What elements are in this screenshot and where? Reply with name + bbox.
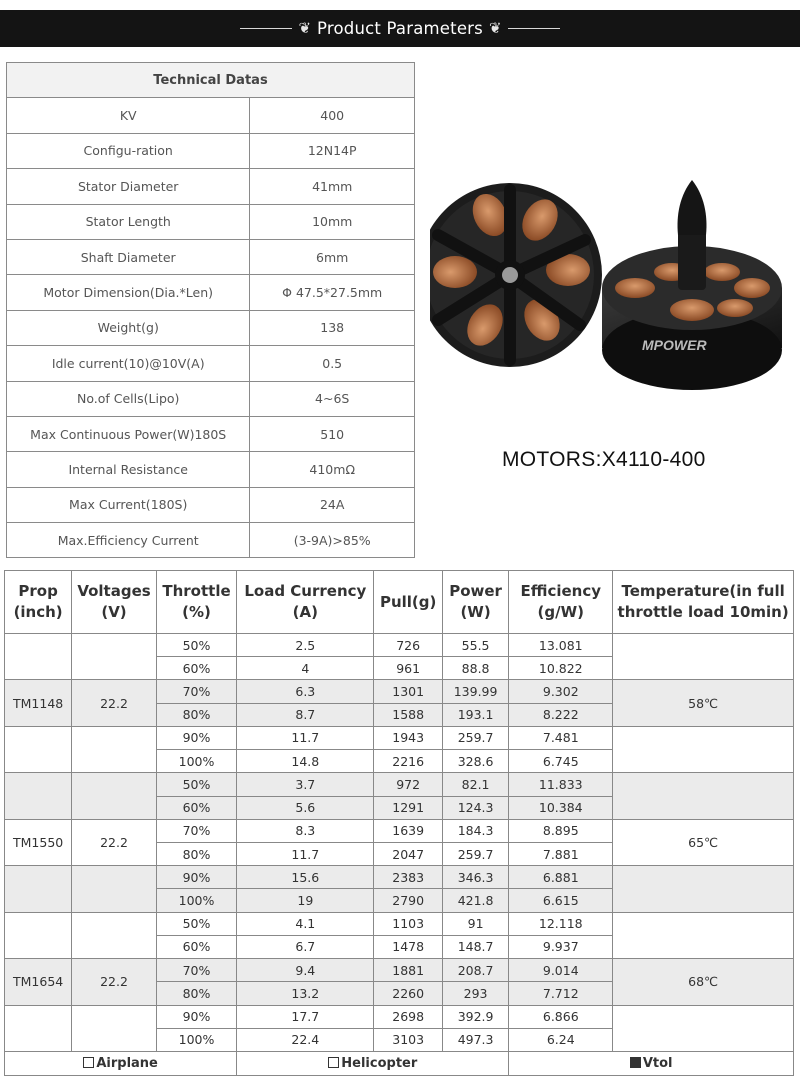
spec-label: Stator Diameter <box>7 169 250 204</box>
pull-cell: 1478 <box>374 935 442 958</box>
application-option <box>5 1051 237 1075</box>
pull-cell: 961 <box>374 657 442 680</box>
efficiency-cell: 6.24 <box>509 1028 613 1051</box>
pull-cell: 3103 <box>374 1028 442 1051</box>
pull-cell: 2260 <box>374 982 442 1005</box>
power-cell: 124.3 <box>442 796 508 819</box>
current-cell: 15.6 <box>237 866 374 889</box>
power-cell: 193.1 <box>442 703 508 726</box>
pull-cell: 1103 <box>374 912 442 935</box>
spec-row <box>7 523 415 558</box>
spec-value: 510 <box>250 416 415 451</box>
spec-row <box>7 487 415 522</box>
power-cell: 88.8 <box>442 657 508 680</box>
empty-cell <box>5 1005 72 1051</box>
spec-row <box>7 133 415 168</box>
pull-cell: 1588 <box>374 703 442 726</box>
checkbox-icon <box>328 1057 339 1068</box>
table-row <box>5 680 794 703</box>
efficiency-cell: 7.881 <box>509 842 613 865</box>
power-cell: 328.6 <box>442 750 508 773</box>
empty-cell <box>5 726 72 772</box>
spec-label: Weight(g) <box>7 310 250 345</box>
current-cell: 17.7 <box>237 1005 374 1028</box>
spec-value: (3-9A)>85% <box>250 523 415 558</box>
prop-cell: TM1148 <box>5 680 72 726</box>
motor-bottom-view <box>430 183 602 367</box>
pull-cell: 1639 <box>374 819 442 842</box>
power-cell: 82.1 <box>442 773 508 796</box>
motor-side-view <box>602 180 782 390</box>
pull-cell: 1301 <box>374 680 442 703</box>
empty-cell <box>72 912 157 958</box>
power-cell: 346.3 <box>442 866 508 889</box>
spec-label: Configu-ration <box>7 133 250 168</box>
efficiency-cell: 10.822 <box>509 657 613 680</box>
spec-row <box>7 98 415 133</box>
throttle-cell: 60% <box>156 657 236 680</box>
table-row <box>5 866 794 889</box>
throttle-cell: 60% <box>156 796 236 819</box>
empty-cell <box>72 1005 157 1051</box>
power-cell: 259.7 <box>442 842 508 865</box>
column-header: Prop (inch) <box>5 571 72 634</box>
efficiency-cell: 9.937 <box>509 935 613 958</box>
spec-value: 10mm <box>250 204 415 239</box>
spec-value: 400 <box>250 98 415 133</box>
spec-label: Idle current(10)@10V(A) <box>7 346 250 381</box>
throttle-cell: 90% <box>156 866 236 889</box>
technical-data-table <box>6 62 415 558</box>
temperature-cell: 65℃ <box>613 819 794 865</box>
throttle-cell: 90% <box>156 726 236 749</box>
empty-cell <box>5 912 72 958</box>
spec-label: No.of Cells(Lipo) <box>7 381 250 416</box>
throttle-cell: 50% <box>156 773 236 796</box>
throttle-cell: 50% <box>156 912 236 935</box>
current-cell: 22.4 <box>237 1028 374 1051</box>
empty-cell <box>72 866 157 912</box>
spec-value: Φ 47.5*27.5mm <box>250 275 415 310</box>
throttle-cell: 70% <box>156 680 236 703</box>
column-header: Throttle (%) <box>156 571 236 634</box>
spec-value: 0.5 <box>250 346 415 381</box>
banner-title: Product Parameters <box>317 19 483 38</box>
current-cell: 14.8 <box>237 750 374 773</box>
power-cell: 208.7 <box>442 959 508 982</box>
spec-value: 41mm <box>250 169 415 204</box>
spec-value: 138 <box>250 310 415 345</box>
throttle-cell: 70% <box>156 819 236 842</box>
current-cell: 11.7 <box>237 842 374 865</box>
power-cell: 91 <box>442 912 508 935</box>
motor-logo: MPOWER <box>642 337 707 353</box>
empty-cell <box>613 912 794 958</box>
empty-cell <box>613 1005 794 1051</box>
pull-cell: 2698 <box>374 1005 442 1028</box>
pull-cell: 1291 <box>374 796 442 819</box>
spec-label: Internal Resistance <box>7 452 250 487</box>
performance-table <box>4 570 794 1076</box>
pull-cell: 2216 <box>374 750 442 773</box>
efficiency-cell: 11.833 <box>509 773 613 796</box>
pull-cell: 1881 <box>374 959 442 982</box>
application-option <box>509 1051 794 1075</box>
throttle-cell: 100% <box>156 889 236 912</box>
efficiency-cell: 6.745 <box>509 750 613 773</box>
throttle-cell: 100% <box>156 750 236 773</box>
current-cell: 8.7 <box>237 703 374 726</box>
spec-label: Motor Dimension(Dia.*Len) <box>7 275 250 310</box>
column-header: Power (W) <box>442 571 508 634</box>
current-cell: 2.5 <box>237 634 374 657</box>
table-row <box>5 1005 794 1028</box>
spec-row <box>7 239 415 274</box>
table-row <box>5 819 794 842</box>
current-cell: 6.3 <box>237 680 374 703</box>
current-cell: 4 <box>237 657 374 680</box>
power-cell: 293 <box>442 982 508 1005</box>
column-header: Temperature(in full throttle load 10min) <box>613 571 794 634</box>
efficiency-cell: 6.866 <box>509 1005 613 1028</box>
throttle-cell: 80% <box>156 703 236 726</box>
empty-cell <box>613 634 794 680</box>
application-option <box>237 1051 509 1075</box>
throttle-cell: 70% <box>156 959 236 982</box>
spec-value: 24A <box>250 487 415 522</box>
efficiency-cell: 9.302 <box>509 680 613 703</box>
spec-row <box>7 416 415 451</box>
flourish-icon: ❦ <box>298 19 312 37</box>
current-cell: 9.4 <box>237 959 374 982</box>
column-header: Efficiency (g/W) <box>509 571 613 634</box>
application-label: Vtol <box>642 1055 673 1071</box>
model-label: MOTORS:X4110-400 <box>502 448 706 471</box>
pull-cell: 2047 <box>374 842 442 865</box>
pull-cell: 1943 <box>374 726 442 749</box>
temperature-cell: 58℃ <box>613 680 794 726</box>
efficiency-cell: 8.895 <box>509 819 613 842</box>
empty-cell <box>613 773 794 819</box>
current-cell: 3.7 <box>237 773 374 796</box>
empty-cell <box>5 866 72 912</box>
table-row <box>5 959 794 982</box>
voltage-cell: 22.2 <box>72 959 157 1005</box>
spec-row <box>7 452 415 487</box>
power-cell: 184.3 <box>442 819 508 842</box>
spec-row <box>7 275 415 310</box>
motor-photo <box>430 160 785 405</box>
throttle-cell: 100% <box>156 1028 236 1051</box>
table-row <box>5 912 794 935</box>
empty-cell <box>613 866 794 912</box>
spec-label: Stator Length <box>7 204 250 239</box>
pull-cell: 2790 <box>374 889 442 912</box>
efficiency-cell: 12.118 <box>509 912 613 935</box>
empty-cell <box>613 726 794 772</box>
banner-rule-left <box>240 28 292 29</box>
power-cell: 55.5 <box>442 634 508 657</box>
header-banner <box>0 10 800 47</box>
empty-cell <box>5 634 72 680</box>
spec-table-header: Technical Datas <box>7 63 415 98</box>
banner-rule-right <box>508 28 560 29</box>
spec-row <box>7 346 415 381</box>
pull-cell: 2383 <box>374 866 442 889</box>
current-cell: 11.7 <box>237 726 374 749</box>
efficiency-cell: 6.881 <box>509 866 613 889</box>
power-cell: 392.9 <box>442 1005 508 1028</box>
efficiency-cell: 13.081 <box>509 634 613 657</box>
spec-row <box>7 169 415 204</box>
spec-value: 6mm <box>250 239 415 274</box>
throttle-cell: 90% <box>156 1005 236 1028</box>
voltage-cell: 22.2 <box>72 819 157 865</box>
spec-label: Max Current(180S) <box>7 487 250 522</box>
current-cell: 8.3 <box>237 819 374 842</box>
spec-row <box>7 204 415 239</box>
empty-cell <box>72 726 157 772</box>
power-cell: 497.3 <box>442 1028 508 1051</box>
spec-label: Max.Efficiency Current <box>7 523 250 558</box>
temperature-cell: 68℃ <box>613 959 794 1005</box>
current-cell: 13.2 <box>237 982 374 1005</box>
prop-cell: TM1550 <box>5 819 72 865</box>
pull-cell: 726 <box>374 634 442 657</box>
empty-cell <box>5 773 72 819</box>
throttle-cell: 60% <box>156 935 236 958</box>
table-row <box>5 773 794 796</box>
application-label: Airplane <box>96 1055 158 1071</box>
empty-cell <box>72 634 157 680</box>
efficiency-cell: 10.384 <box>509 796 613 819</box>
power-cell: 148.7 <box>442 935 508 958</box>
column-header: Pull(g) <box>374 571 442 634</box>
column-header: Voltages (V) <box>72 571 157 634</box>
column-header: Load Currency (A) <box>237 571 374 634</box>
checked-box-icon <box>630 1057 641 1068</box>
pull-cell: 972 <box>374 773 442 796</box>
spec-label: KV <box>7 98 250 133</box>
efficiency-cell: 6.615 <box>509 889 613 912</box>
throttle-cell: 50% <box>156 634 236 657</box>
table-row <box>5 634 794 657</box>
power-cell: 259.7 <box>442 726 508 749</box>
efficiency-cell: 8.222 <box>509 703 613 726</box>
efficiency-cell: 9.014 <box>509 959 613 982</box>
power-cell: 421.8 <box>442 889 508 912</box>
current-cell: 4.1 <box>237 912 374 935</box>
spec-value: 4~6S <box>250 381 415 416</box>
spec-label: Shaft Diameter <box>7 239 250 274</box>
spec-row <box>7 310 415 345</box>
current-cell: 5.6 <box>237 796 374 819</box>
power-cell: 139.99 <box>442 680 508 703</box>
spec-label: Max Continuous Power(W)180S <box>7 416 250 451</box>
table-row <box>5 726 794 749</box>
current-cell: 19 <box>237 889 374 912</box>
empty-cell <box>72 773 157 819</box>
spec-row <box>7 381 415 416</box>
voltage-cell: 22.2 <box>72 680 157 726</box>
spec-value: 410mΩ <box>250 452 415 487</box>
flourish-icon: ❦ <box>488 19 502 37</box>
application-label: Helicopter <box>341 1055 418 1071</box>
application-row <box>5 1051 794 1075</box>
prop-cell: TM1654 <box>5 959 72 1005</box>
throttle-cell: 80% <box>156 842 236 865</box>
throttle-cell: 80% <box>156 982 236 1005</box>
efficiency-cell: 7.481 <box>509 726 613 749</box>
current-cell: 6.7 <box>237 935 374 958</box>
efficiency-cell: 7.712 <box>509 982 613 1005</box>
spec-value: 12N14P <box>250 133 415 168</box>
checkbox-icon <box>83 1057 94 1068</box>
